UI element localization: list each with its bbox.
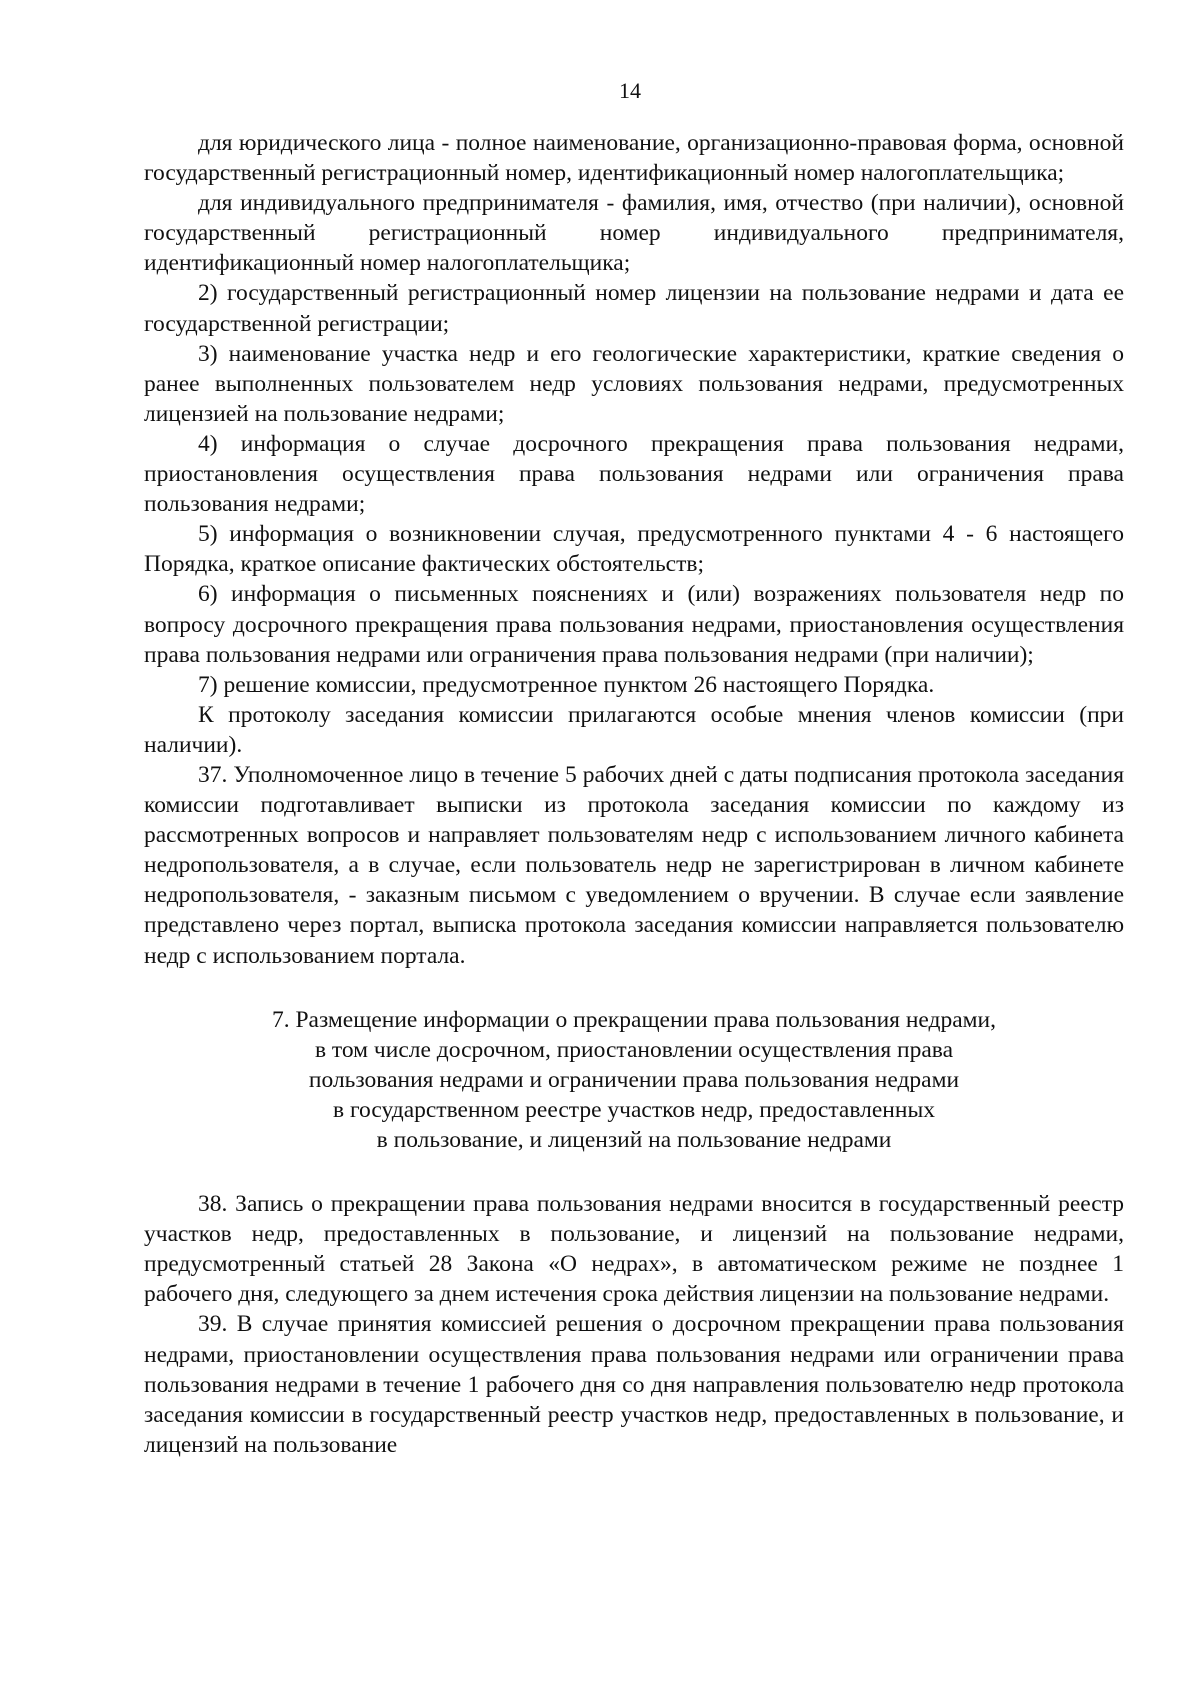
paragraph-39: 39. В случае принятия комиссией решения о досрочном прекращении права пользования недрами, приостановлении осуществления права пользования недрами или ограничении права пользования недрами в течение 1 рабочего дня со дня направления пользователю недр протокола заседания комиссии в государственный реестр участков недр, предоставленных в пользование, и лицензий на пользование	[144, 1311, 1124, 1458]
page-number: 14	[619, 78, 641, 103]
paragraph-legal-entity: для юридического лица - полное наименование, организационно-правовая форма, основной государственный регистрационный номер, идентификационный номер налогоплательщика;	[144, 130, 1124, 187]
section-heading-line: в государственном реестре участков недр, предоставленных	[332, 1096, 935, 1123]
paragraph-item-5: 5) информация о возникновении случая, предусмотренного пунктами 4 - 6 настоящего Порядка, краткое описание фактических обстоятельств;	[144, 521, 1124, 578]
section-heading-7	[144, 1005, 1124, 1155]
paragraph-item-7: 7) решение комиссии, предусмотренное пунктом 26 настоящего Порядка.	[198, 671, 935, 698]
section-heading-line: в пользование, и лицензий на пользование недрами	[376, 1127, 892, 1153]
paragraph-item-4: 4) информация о случае досрочного прекращения права пользования недрами, приостановления осуществления права пользования недрами или ограничения права пользования недрами;	[144, 430, 1124, 518]
section-heading-line: в том числе досрочном, приостановлении осуществления права	[314, 1036, 954, 1063]
paragraph-item-2: 2) государственный регистрационный номер лицензии на пользование недрами и дата ее государственной регистрации;	[144, 280, 1124, 337]
paragraph-individual-entrepreneur: для индивидуального предпринимателя - фамилия, имя, отчество (при наличии), основной государственный регистрационный номер индивидуального предпринимателя, идентификационный номер налогоплательщика;	[144, 190, 1124, 277]
section-heading-line: пользования недрами и ограничении права пользования недрами	[308, 1066, 960, 1093]
paragraph-37: 37. Уполномоченное лицо в течение 5 рабочих дней с даты подписания протокола заседания комиссии подготавливает выписки из протокола заседания комиссии по каждому из рассмотренных вопросов и направляет пользователям недр с использованием личного кабинета недропользователя, а в случае, если пользователь недр не зарегистрирован в личном кабинете недропользователя, - заказным письмом с уведомлением о вручении. В случае если заявление представлено через портал, выписка протокола заседания комиссии направляется пользователю недр с использованием портала.	[144, 761, 1124, 969]
section-heading-line: 7. Размещение информации о прекращении права пользования недрами,	[271, 1006, 997, 1033]
document-body	[144, 128, 1124, 1460]
paragraph-38: 38. Запись о прекращении права пользования недрами вносится в государственный реестр участков недр, предоставленных в пользование, и лицензий на пользование недрами, предусмотренный статьей 28 Закона «О недрах», в автоматическом режиме не позднее 1 рабочего дня, следующего за днем истечения срока действия лицензии на пользование недрами.	[144, 1191, 1124, 1308]
paragraph-item-3: 3) наименование участка недр и его геологические характеристики, краткие сведения о ранее выполненных пользователем недр условиях пользования недрами, предусмотренных лицензией на пользование недрами;	[144, 340, 1124, 427]
paragraph-protocol-attachments: К протоколу заседания комиссии прилагаются особые мнения членов комиссии (при наличии).	[144, 701, 1124, 758]
paragraph-item-6: 6) информация о письменных пояснениях и (или) возражениях пользователя недр по вопросу досрочного прекращения права пользования недрами, приостановления осуществления права пользования недрами или ограничения права пользования недрами (при наличии);	[144, 581, 1124, 668]
